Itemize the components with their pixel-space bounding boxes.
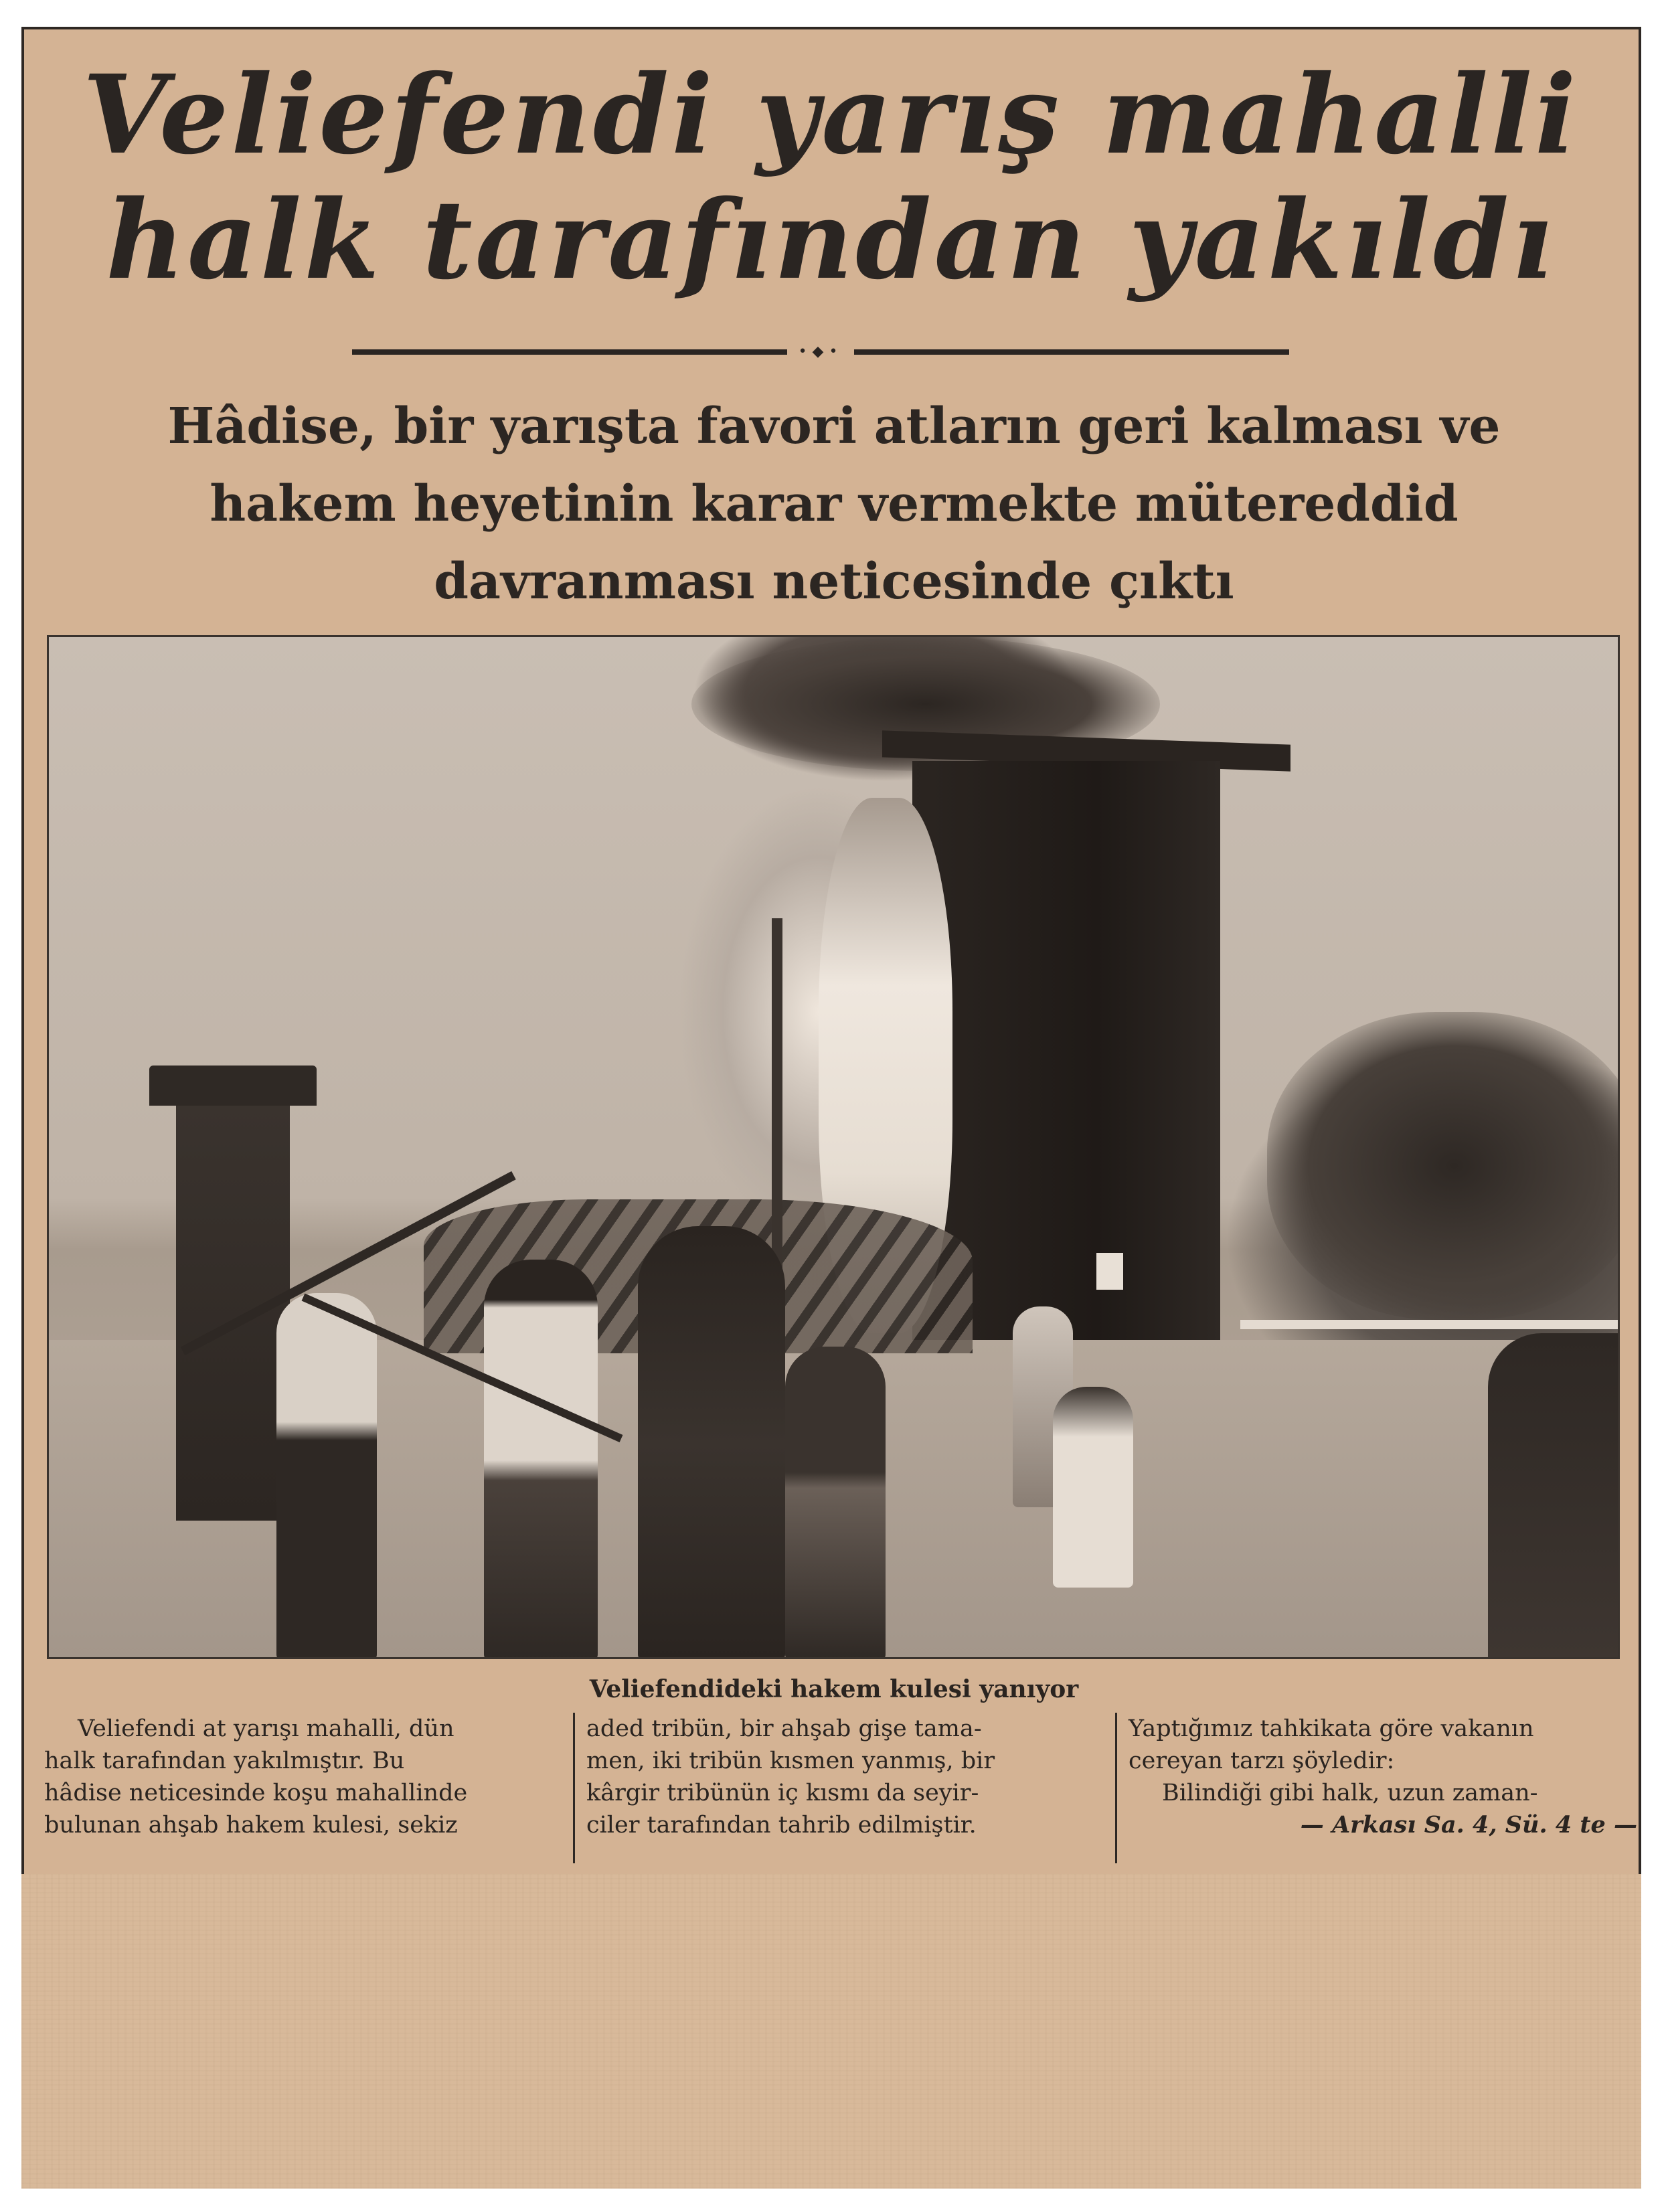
subheadline — [64, 388, 1604, 620]
article-column-2 — [586, 1713, 1102, 1841]
column-divider-1 — [573, 1713, 575, 1863]
photo-smoke-right — [1267, 1012, 1620, 1320]
rule-ornament: •◆• — [787, 343, 854, 361]
newspaper-clipping — [21, 27, 1641, 2189]
photo-small-tower — [176, 1106, 290, 1521]
article-column-3 — [1129, 1713, 1637, 1841]
subheadline-line-2: hakem heyetinin karar vermekte mütereddid — [210, 475, 1459, 533]
news-photo-burning-judges-tower — [47, 635, 1620, 1659]
photo-small-tower-roof — [149, 1066, 317, 1106]
col3-line: Bilindiği gibi halk, uzun zaman- — [1162, 1780, 1538, 1806]
photo-door-sign — [1096, 1253, 1123, 1290]
photo-person-3 — [638, 1226, 785, 1659]
photo-person-2 — [484, 1260, 598, 1659]
col2-line: aded tribün, bir ahşab gişe tama- — [586, 1715, 982, 1742]
photo-person-6 — [1053, 1387, 1133, 1588]
headline-line-2: halk tarafından yakıldı — [106, 177, 1556, 304]
article-column-1 — [44, 1713, 553, 1841]
col1-line: hâdise neticesinde koşu mahallinde — [44, 1780, 468, 1806]
photo-caption: Veliefendideki hakem kulesi yanıyor — [589, 1675, 1079, 1703]
photo-person-1 — [276, 1293, 377, 1659]
col1-line: bulunan ahşab hakem kulesi, sekiz — [44, 1812, 458, 1839]
col2-line: ciler tarafından tahrib edilmiştir. — [586, 1812, 977, 1839]
column-divider-2 — [1115, 1713, 1117, 1863]
col2-line: men, iki tribün kısmen yanmış, bir — [586, 1748, 995, 1774]
article-body — [44, 1713, 1644, 1867]
col3-line: cereyan tarzı şöyledir: — [1129, 1748, 1395, 1774]
article — [21, 27, 1641, 1874]
col3-line: Yaptığımız tahkikata göre vakanın — [1129, 1715, 1534, 1742]
photo-person-7 — [1488, 1333, 1620, 1659]
photo-person-4 — [785, 1347, 886, 1659]
photo-track-fence — [1240, 1320, 1620, 1329]
col1-line: Veliefendi at yarışı mahalli, dün — [78, 1715, 454, 1742]
headline-line-1: Veliefendi yarış mahalli — [82, 52, 1579, 179]
col1-line: halk tarafından yakılmıştır. Bu — [44, 1748, 405, 1774]
col2-line: kârgir tribünün iç kısmı da seyir- — [586, 1780, 979, 1806]
continued-on-page-note: — Arkası Sa. 4, Sü. 4 te — — [1300, 1811, 1637, 1839]
subheadline-line-3: davranması neticesinde çıktı — [434, 553, 1234, 610]
subheadline-line-1: Hâdise, bir yarışta favori atların geri kalması ve — [167, 398, 1501, 455]
